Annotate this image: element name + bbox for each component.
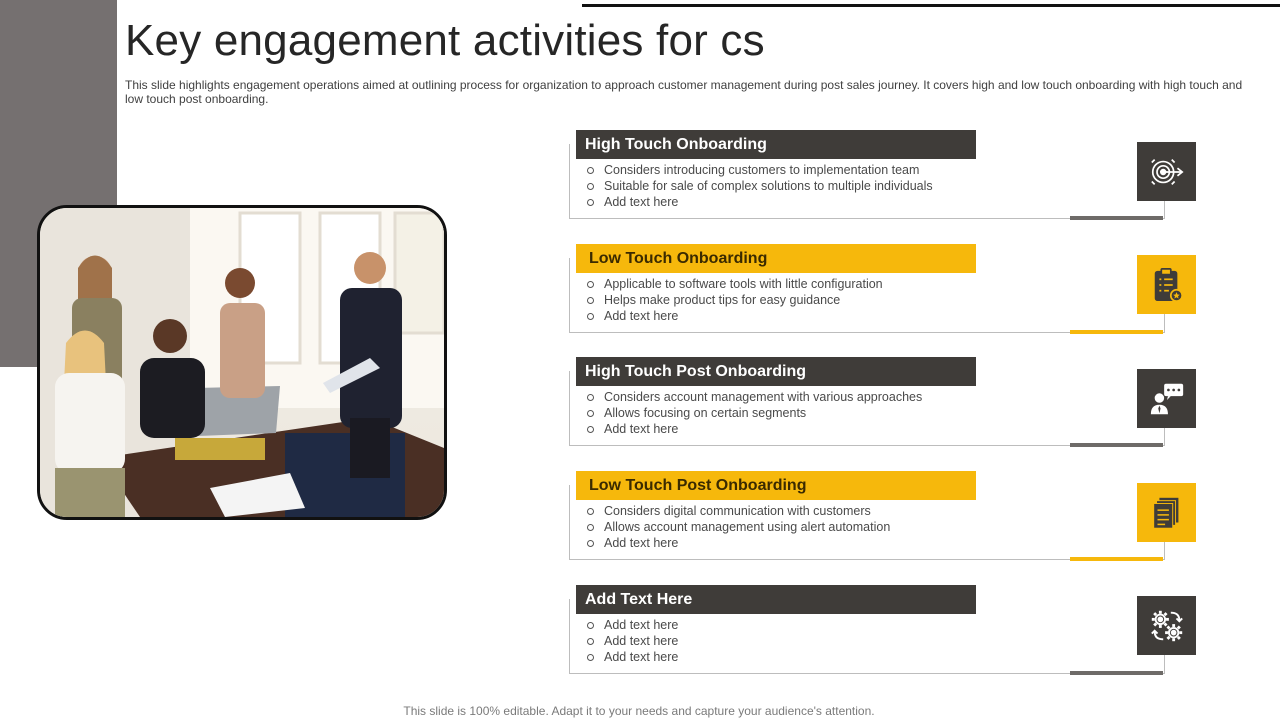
card-accent-bar [1070,330,1163,334]
card-bullet-list [586,276,883,324]
list-item: Add text here [586,194,933,210]
footer-note: This slide is 100% editable. Adapt it to your needs and capture your audience's attention. [403,704,875,718]
card-icon-box [1137,483,1196,542]
list-item: Add text here [586,308,883,324]
list-item: Allows account management using alert automation [586,519,890,535]
activity-card [569,585,1165,675]
card-bullet-list [586,162,933,210]
card-title: Low Touch Onboarding [576,244,976,273]
card-accent-bar [1070,557,1163,561]
activity-card [569,471,1165,561]
card-title: High Touch Post Onboarding [576,357,976,386]
list-item: Applicable to software tools with little configuration [586,276,883,292]
card-icon-box [1137,596,1196,655]
card-title: Low Touch Post Onboarding [576,471,976,500]
card-accent-bar [1070,216,1163,220]
list-item: Helps make product tips for easy guidance [586,292,883,308]
target-arrow-icon [1148,153,1186,191]
documents-stack-icon [1148,494,1186,532]
card-title: High Touch Onboarding [576,130,976,159]
activity-card [569,130,1165,220]
activity-card [569,244,1165,334]
card-accent-bar [1070,671,1163,675]
list-item: Allows focusing on certain segments [586,405,922,421]
list-item: Add text here [586,617,678,633]
clipboard-checklist-icon [1148,266,1186,304]
decorative-top-line [582,4,1280,7]
activity-card [569,357,1165,447]
card-icon-box [1137,369,1196,428]
gears-cycle-icon [1148,607,1186,645]
list-item: Add text here [586,421,922,437]
list-item: Considers digital communication with customers [586,503,890,519]
list-item: Add text here [586,649,678,665]
card-accent-bar [1070,443,1163,447]
card-bullet-list [586,617,678,665]
card-icon-box [1137,255,1196,314]
customer-rating-icon [1148,380,1186,418]
list-item: Add text here [586,633,678,649]
list-item: Add text here [586,535,890,551]
list-item: Suitable for sale of complex solutions to multiple individuals [586,178,933,194]
card-title: Add Text Here [576,585,976,614]
card-bullet-list [586,503,890,551]
list-item: Considers account management with various approaches [586,389,922,405]
team-meeting-photo [37,205,447,520]
list-item: Considers introducing customers to implementation team [586,162,933,178]
card-icon-box [1137,142,1196,201]
page-subtitle: This slide highlights engagement operations aimed at outlining process for organization to approach customer management during post sales journey. It covers high and low touch onboarding with high touch and low touch post onboarding. [125,78,1243,106]
card-bullet-list [586,389,922,437]
page-title: Key engagement activities for cs [125,16,765,65]
